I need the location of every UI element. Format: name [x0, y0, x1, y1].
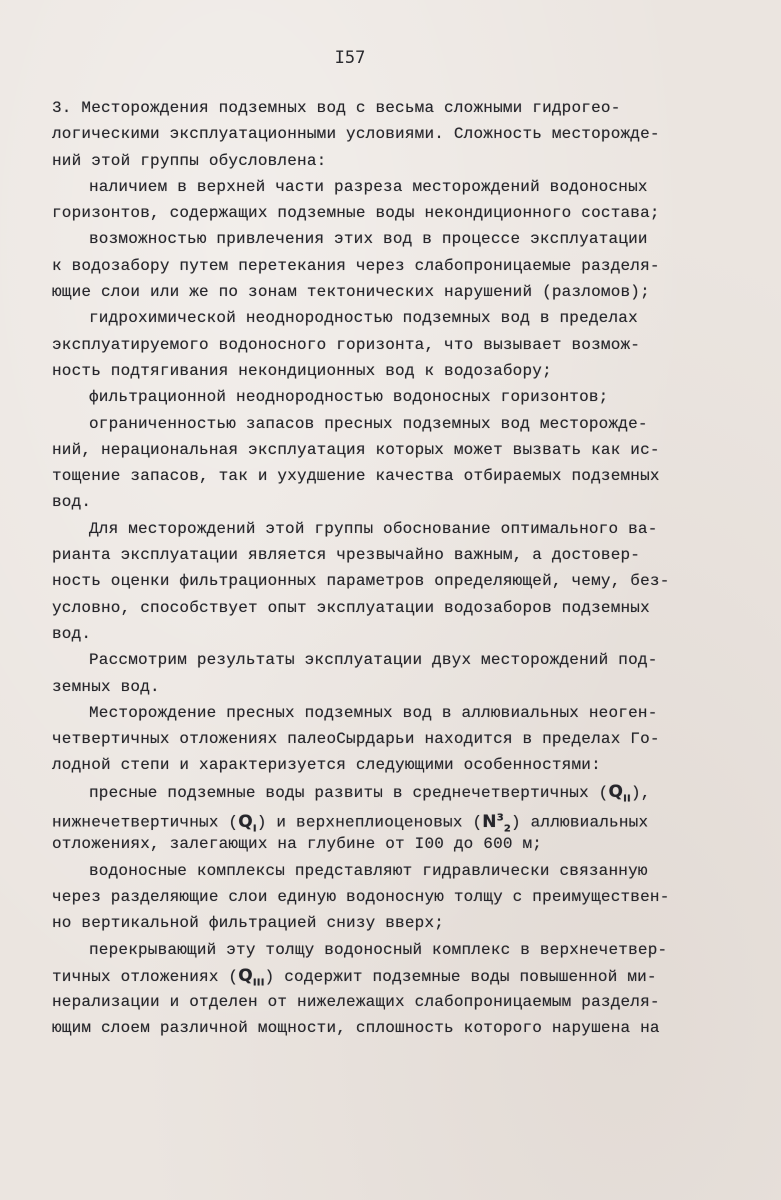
text-line-content: земных вод. — [52, 677, 160, 696]
text-line — [52, 621, 742, 647]
text-line — [52, 542, 742, 568]
text-line — [52, 200, 742, 226]
text-line — [52, 1015, 742, 1041]
text-line — [52, 174, 742, 200]
text-line — [52, 489, 742, 515]
index-subscript: III — [252, 977, 265, 989]
text-line — [52, 148, 742, 174]
text-line — [52, 700, 742, 726]
text-line — [52, 726, 742, 752]
index-base: Q — [608, 781, 624, 802]
text-line-content: фильтрационной неоднородностью водоносных горизонтов; — [89, 388, 609, 407]
text-line — [52, 752, 742, 778]
text-line-content: условно, способствует опыт эксплуатации водозаборов подземных — [52, 598, 650, 617]
text-line-content: вод. — [52, 624, 92, 643]
text-line-content: ний, нерациональная эксплуатация которых может вызвать как ис- — [52, 440, 660, 459]
index-subscript: II — [623, 793, 631, 805]
body-text — [52, 95, 742, 1042]
index-subscript: 2 — [503, 823, 512, 835]
text-line-content: эксплуатируемого водоносного горизонта, что вызывает возмож- — [52, 335, 641, 354]
index-base: Q — [238, 811, 253, 832]
text-line-content: горизонтов, содержащих подземные воды некондиционного состава; — [52, 204, 660, 223]
text-line — [52, 279, 742, 305]
text-line-content: ) содержит подземные воды повышенной ми- — [264, 967, 657, 986]
text-line-content: ющим слоем различной мощности, сплошность которого нарушена на — [52, 1019, 660, 1038]
stratigraphic-index — [238, 811, 257, 835]
text-line-content: наличием в верхней части разреза месторождений водоносных — [89, 177, 648, 196]
text-line-content: пресные подземные воды развиты в среднечетвертичных ( — [89, 783, 609, 802]
text-line-content: ) аллювиальных — [511, 813, 649, 832]
text-line — [52, 384, 742, 410]
text-line-content: Месторождение пресных подземных вод в аллювиальных неоген- — [89, 703, 658, 722]
text-line-content: через разделяющие слои единую водоносную толщу с преимуществен- — [52, 887, 670, 906]
text-line — [52, 937, 742, 963]
stratigraphic-index — [482, 811, 512, 835]
text-line — [52, 437, 742, 463]
text-line-content: тичных отложениях ( — [52, 967, 239, 986]
text-line-content: 3. Месторождения подземных вод с весьма сложными гидрогео- — [52, 99, 621, 117]
text-line — [52, 779, 742, 805]
text-line — [52, 332, 742, 358]
text-line-content: логическими эксплуатационными условиями. Сложность месторожде- — [52, 125, 660, 144]
text-line-content: нерализации и отделен от нижележащих слабопроницаемым разделя- — [52, 993, 660, 1012]
text-line — [52, 253, 742, 279]
text-line — [52, 358, 742, 384]
text-line — [52, 226, 742, 252]
text-line-content: Рассмотрим результаты эксплуатации двух месторождений под- — [89, 651, 658, 670]
text-line-content: ) и верхнеплиоценовых ( — [256, 813, 483, 832]
index-base: Q — [238, 965, 253, 986]
text-line-content: четвертичных отложениях палеоСырдарьи находится в пределах Го- — [52, 730, 660, 749]
text-line-content: рианта эксплуатации является чрезвычайно важным, а достовер- — [52, 546, 641, 565]
text-line-content: нижнечетвертичных ( — [52, 813, 239, 832]
index-subscript: I — [252, 823, 257, 835]
text-line-content: ность оценки фильтрационных параметров определяющей, чему, без- — [52, 572, 670, 591]
text-line-content: ющие слои или же по зонам тектонических нарушений (разломов); — [52, 283, 650, 302]
text-line-content: водоносные комплексы представляют гидравлически связанную — [89, 861, 648, 880]
text-line — [52, 884, 742, 910]
text-line-content: вод. — [52, 493, 92, 512]
text-line-content: но вертикальной фильтрацией снизу вверх; — [52, 914, 445, 933]
text-line-content: возможностью привлечения этих вод в процессе эксплуатации — [89, 230, 648, 249]
text-line-content: перекрывающий эту толщу водоносный комплекс в верхнечетвер- — [89, 940, 668, 959]
stratigraphic-index — [238, 965, 265, 989]
text-line — [52, 858, 742, 884]
text-line-content: ность подтягивания некондиционных вод к водозабору; — [52, 361, 552, 380]
text-line-content: отложениях, залегающих на глубине от I00 до 600 м; — [52, 835, 543, 854]
text-line — [52, 305, 742, 331]
text-line-content: тощение запасов, так и ухудшение качества отбираемых подземных — [52, 467, 660, 486]
text-line — [52, 411, 742, 437]
text-line — [52, 805, 742, 835]
text-line — [52, 516, 742, 542]
text-line — [52, 989, 742, 1015]
text-line-content: к водозабору путем перетекания через слабопроницаемые разделя- — [52, 256, 660, 275]
stratigraphic-index — [608, 781, 631, 805]
index-superscript: 3 — [496, 812, 504, 824]
text-line-content: лодной степи и характеризуется следующими особенностями: — [52, 756, 601, 775]
text-line — [52, 121, 742, 147]
text-line-content: ний этой группы обусловлена: — [52, 151, 327, 170]
text-line — [52, 463, 742, 489]
text-line-content: гидрохимической неоднородностью подземных вод в пределах — [89, 309, 638, 328]
text-line — [52, 910, 742, 936]
text-line — [52, 963, 742, 989]
text-line-content: ), — [630, 783, 651, 802]
text-line — [52, 674, 742, 700]
text-line-content: ограниченностью запасов пресных подземных вод месторожде- — [89, 414, 648, 433]
text-line — [52, 95, 742, 121]
index-base: N — [482, 811, 497, 832]
text-line — [52, 647, 742, 673]
text-line-content: Для месторождений этой группы обоснование оптимального ва- — [89, 519, 658, 538]
text-line — [52, 568, 742, 594]
text-line — [52, 595, 742, 621]
page-number: I57 — [334, 48, 366, 68]
text-line — [52, 831, 742, 857]
